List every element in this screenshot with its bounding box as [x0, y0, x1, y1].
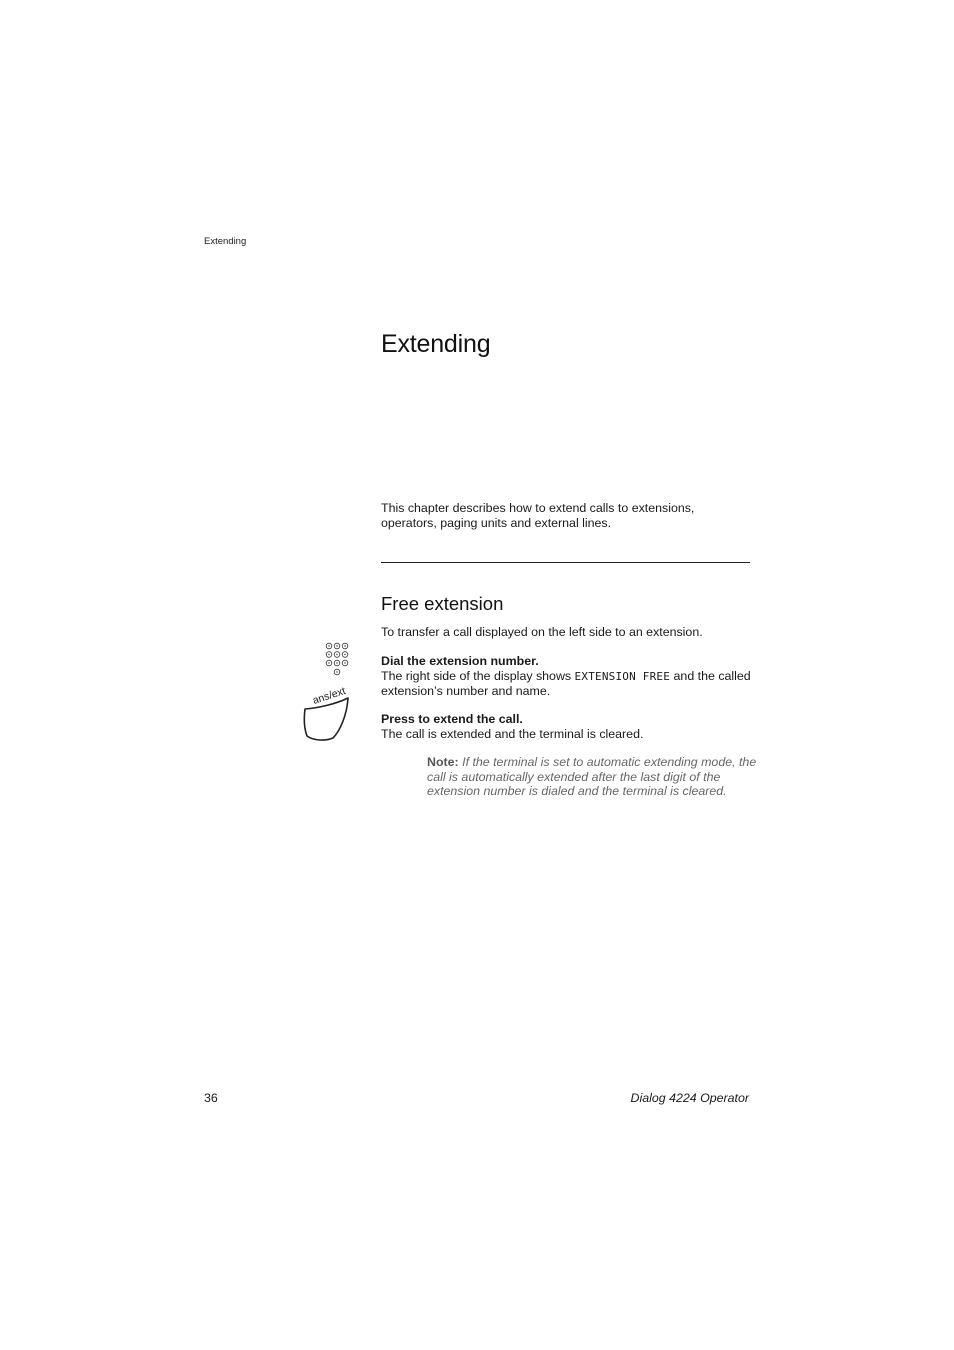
section-divider — [381, 562, 750, 563]
step-text-before: The right side of the display shows — [381, 668, 572, 683]
ans-ext-key-label: ans/ext — [311, 685, 348, 707]
display-text: EXTENSION FREE — [574, 669, 671, 683]
chapter-title: Extending — [381, 330, 491, 358]
page-number: 36 — [204, 1091, 218, 1105]
ans-ext-key-icon — [300, 685, 354, 750]
chapter-intro: This chapter describes how to extend calls to extensions, operators, paging units and external lines. — [381, 501, 695, 530]
note-label: Note: — [427, 755, 459, 769]
step-heading: Dial the extension number. — [381, 654, 539, 668]
note-text: If the terminal is set to automatic extending mode, the call is automatically extended after the last digit of the extension number is dialed and the terminal is cleared. — [427, 755, 757, 798]
section-lead: To transfer a call displayed on the left side to an extension. — [381, 625, 703, 639]
step-text-after: and the called extension’s number and name. — [381, 668, 751, 698]
footer-document-title: Dialog 4224 Operator — [630, 1091, 749, 1105]
section-title: Free extension — [381, 593, 504, 614]
keypad-icon — [322, 641, 354, 684]
running-header: Extending — [204, 236, 247, 247]
step-heading: Press to extend the call. — [381, 712, 523, 726]
note — [427, 755, 757, 799]
step-extend-call — [381, 712, 753, 741]
step-dial-extension — [381, 654, 753, 699]
step-text: The call is extended and the terminal is cleared. — [381, 726, 644, 741]
